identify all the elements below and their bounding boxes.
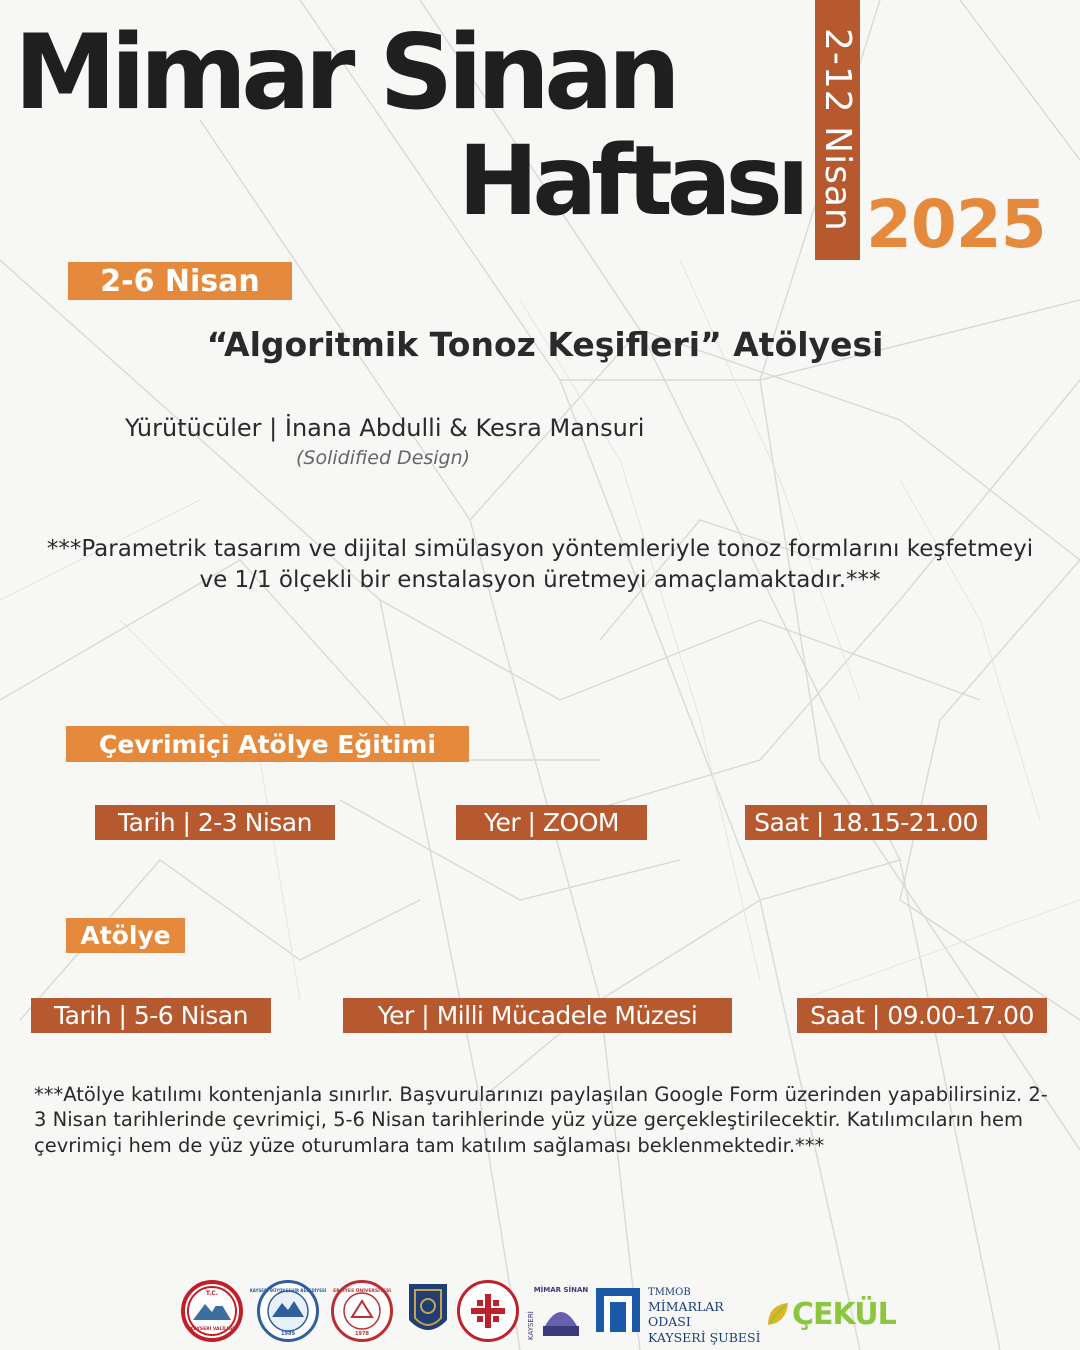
mimar-sinan-label: MİMAR SİNAN — [533, 1286, 589, 1294]
tmmob-line1: TMMOB — [648, 1287, 691, 1298]
valilik-label: KAYSERİ VALİLİĞİ — [190, 1327, 234, 1332]
workshop-description: ***Parametrik tasarım ve dijital simülasyon yöntemleriyle tonoz formlarını keşfetmeyi ve 1/1 ölçekli bir enstalasyon üretmeyi amaçlamaktadır.*** — [46, 536, 1034, 593]
in-person-session-place: Yer | Milli Mücadele Müzesi — [343, 998, 732, 1033]
shield-emblem-icon — [405, 1280, 451, 1342]
kayseri-buyuksehir-logo — [249, 1280, 327, 1342]
culture-ministry-emblem-icon — [463, 1286, 513, 1336]
tmmob-building-icon — [594, 1286, 642, 1334]
leaf-icon — [764, 1299, 792, 1329]
culture-ministry-logo — [457, 1280, 519, 1342]
valilik-top-label: T.C. — [205, 1290, 219, 1297]
in-person-session-time: Saat | 09.00-17.00 — [797, 998, 1047, 1033]
event-date-range: 2-12 Nisan — [817, 28, 858, 232]
online-session-place: Yer | ZOOM — [456, 805, 647, 840]
institution-shield-logo — [405, 1280, 451, 1342]
workshop-dates-tag: 2-6 Nisan — [68, 262, 292, 300]
mountain-emblem-icon — [185, 1284, 239, 1338]
mosque-dome-icon — [527, 1282, 589, 1342]
city-mountain-icon — [249, 1283, 327, 1339]
online-session-time: Saat | 18.15-21.00 — [745, 805, 987, 840]
in-person-session-heading: Atölye — [66, 918, 185, 953]
kayseri-valiligi-logo — [181, 1280, 243, 1342]
organizer-company: (Solidified Design) — [296, 447, 471, 469]
online-session-date: Tarih | 2-3 Nisan — [95, 805, 335, 840]
event-title-line2: Haftası — [458, 125, 804, 237]
workshop-organizers: Yürütücüler | İnana Abdulli & Kesra Mansuri — [125, 414, 645, 442]
kayseri-label: KAYSERİ — [527, 1311, 535, 1340]
in-person-session-date: Tarih | 5-6 Nisan — [31, 998, 271, 1033]
tmmob-text-logo — [648, 1287, 768, 1345]
buyuksehir-label: KAYSERİ BÜYÜKŞEHİR BELEDİYESİ — [249, 1288, 327, 1293]
mimar-sinan-kayseri-logo — [527, 1282, 589, 1342]
online-session-heading: Çevrimiçi Atölye Eğitimi — [66, 726, 469, 762]
erciyes-year: 1978 — [355, 1331, 369, 1337]
participation-footnote: ***Atölye katılımı kontenjanla sınırlır. Başvurularınızı paylaşılan Google Form üzerinden yapabilirsiniz. 2-3 Nisan tarihlerinde çevrimiçi, 5-6 Nisan tarihlerinde yüz yüze gerçekleştirilecektir. Katılımcıların hem çevrimiçi hem de yüz yüze oturumlara tam katılım sağlaması beklenmektedir.*** — [34, 1083, 1048, 1157]
tmmob-emblem — [594, 1286, 642, 1334]
tmmob-line3: KAYSERİ ŞUBESİ — [648, 1329, 761, 1345]
event-date-range-banner — [815, 0, 860, 260]
event-title-line1: Mimar Sinan — [14, 13, 675, 133]
cekul-label: ÇEKÜL — [792, 1296, 896, 1332]
erciyes-universitesi-logo — [331, 1280, 393, 1342]
event-year: 2025 — [866, 186, 1046, 263]
erciyes-label: ERCİYES ÜNİVERSİTESİ — [333, 1289, 391, 1294]
buyuksehir-year: 1989 — [281, 1331, 295, 1337]
tmmob-line2: MİMARLAR ODASI — [648, 1299, 724, 1330]
university-emblem-icon — [334, 1283, 390, 1339]
cekul-logo — [764, 1294, 902, 1334]
workshop-title: “Algoritmik Tonoz Keşifleri” Atölyesi — [206, 325, 884, 364]
